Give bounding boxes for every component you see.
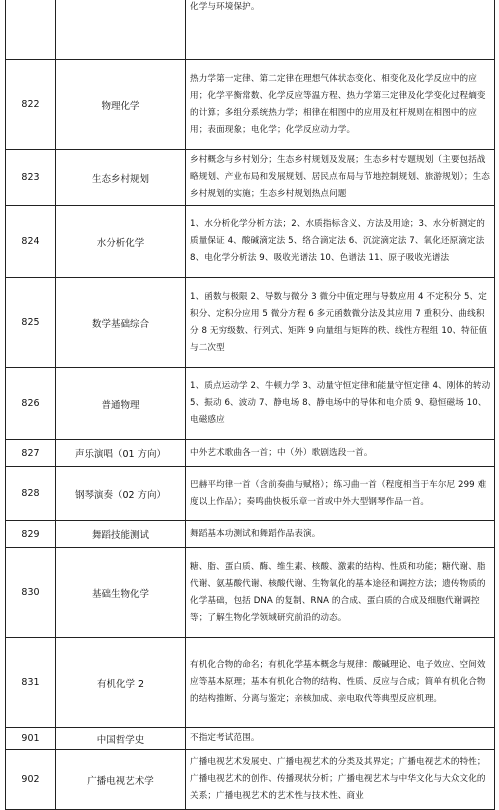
table-row — [6, 728, 495, 750]
subject-name: 基础生物化学 — [56, 548, 186, 638]
subject-code: 827 — [6, 440, 56, 467]
subject-code: 826 — [6, 368, 56, 440]
subject-code: 902 — [6, 750, 56, 810]
subject-name: 钢琴演奏（02 方向） — [56, 467, 186, 521]
table-row — [6, 150, 495, 206]
subject-name: 广播电视艺术学 — [56, 750, 186, 810]
table-body — [6, 0, 495, 810]
table-row — [6, 440, 495, 467]
table-row — [6, 278, 495, 368]
subject-code: 824 — [6, 206, 56, 278]
subject-scope: 热力学第一定律、第二定律在理想气体状态变化、相变化及化学反应中的应用；化学平衡常数、化学反应等温方程、热力学第三定律及化学变化过程熵变的计算；多组分系统热力学；相律在相图中的应用及杠杆规则在相图中的应用；表面现象；电化学；化学反应动力学。 — [186, 60, 495, 150]
subject-scope: 1、函数与极限 2、导数与微分 3 微分中值定理与导数应用 4 不定积分 5、定积分、定积分应用 5 微分方程 6 多元函数微分法及其应用 7 重积分、曲线积分 8 无穷级数、行列式、矩阵 9 向量组与矩阵的秩、线性方程组 10、特征值与二次型 — [186, 278, 495, 368]
subject-name: 有机化学 2 — [56, 638, 186, 728]
table-row — [6, 750, 495, 810]
subject-code — [6, 0, 56, 60]
subject-scope: 中外艺术歌曲各一首；中（外）歌剧选段一首。 — [186, 440, 495, 467]
subject-code: 823 — [6, 150, 56, 206]
subject-scope: 巴赫平均律一首（含前奏曲与赋格）；练习曲一首（程度相当于车尔尼 299 难度以上作品）；奏鸣曲快板乐章一首或中外大型钢琴作品一首。 — [186, 467, 495, 521]
subject-code: 822 — [6, 60, 56, 150]
subject-name: 普通物理 — [56, 368, 186, 440]
subject-code: 828 — [6, 467, 56, 521]
table-row — [6, 60, 495, 150]
subject-scope: 舞蹈基本功测试和舞蹈作品表演。 — [186, 521, 495, 548]
subject-name: 声乐演唱（01 方向） — [56, 440, 186, 467]
subject-code: 901 — [6, 728, 56, 750]
table-row — [6, 548, 495, 638]
subject-scope: 1、质点运动学 2、牛顿力学 3、动量守恒定律和能量守恒定律 4、刚体的转动 5、振动 6、波动 7、静电场 8、静电场中的导体和电介质 9、稳恒磁场 10、电磁感应 — [186, 368, 495, 440]
table-row — [6, 521, 495, 548]
subject-scope: 1、水分析化学分析方法；2、水质指标含义、方法及用途；3、水分析测定的质量保证 4、酸碱滴定法 5、络合滴定法 6、沉淀滴定法 7、氧化还原滴定法 8、电化学分析法 9、吸收光谱法 10、色谱法 11、原子吸收光谱法 — [186, 206, 495, 278]
subject-scope: 化学与环境保护。 — [186, 0, 495, 60]
subject-scope: 糖、脂、蛋白质、酶、维生素、核酸、激素的结构、性质和功能；糖代谢、脂代谢、氨基酸代谢、核酸代谢、生物氧化的基本途径和调控方法；遗传物质的化学基础，包括 DNA 的复制、RNA 的合成、蛋白质的合成及细胞代谢调控等；了解生物化学领域研究前沿的动态。 — [186, 548, 495, 638]
subject-scope: 不指定考试范围。 — [186, 728, 495, 750]
table-row — [6, 638, 495, 728]
subject-name: 舞蹈技能测试 — [56, 521, 186, 548]
exam-subjects-table — [5, 0, 495, 810]
subject-name: 数学基础综合 — [56, 278, 186, 368]
subject-code: 831 — [6, 638, 56, 728]
subject-name: 水分析化学 — [56, 206, 186, 278]
subject-code: 825 — [6, 278, 56, 368]
subject-name — [56, 0, 186, 60]
subject-scope: 有机化合物的命名；有机化学基本概念与规律：酸碱理论、电子效应、空间效应等基本原理；基本有机化合物的结构、性质、反应与合成；简单有机化合物的结构推断、分离与鉴定；亲核加成、亲电取代等典型反应机理。 — [186, 638, 495, 728]
table-row — [6, 368, 495, 440]
subject-scope: 乡村概念与乡村划分；生态乡村规划及发展；生态乡村专题规划（主要包括战略规划、产业布局和发展规划、居民点布局与节地控制规划、旅游规划）；生态乡村规划的实施；生态乡村规划热点问题 — [186, 150, 495, 206]
subject-name: 生态乡村规划 — [56, 150, 186, 206]
table-row — [6, 467, 495, 521]
subject-code: 830 — [6, 548, 56, 638]
subject-code: 829 — [6, 521, 56, 548]
table-row — [6, 206, 495, 278]
table-row — [6, 0, 495, 60]
subject-name: 中国哲学史 — [56, 728, 186, 750]
subject-name: 物理化学 — [56, 60, 186, 150]
subject-scope: 广播电视艺术发展史、广播电视艺术的分类及其界定；广播电视艺术的特性；广播电视艺术的创作、传播现状分析；广播电视艺术与中华文化与大众文化的关系；广播电视艺术的艺术性与技术性、商业 — [186, 750, 495, 810]
